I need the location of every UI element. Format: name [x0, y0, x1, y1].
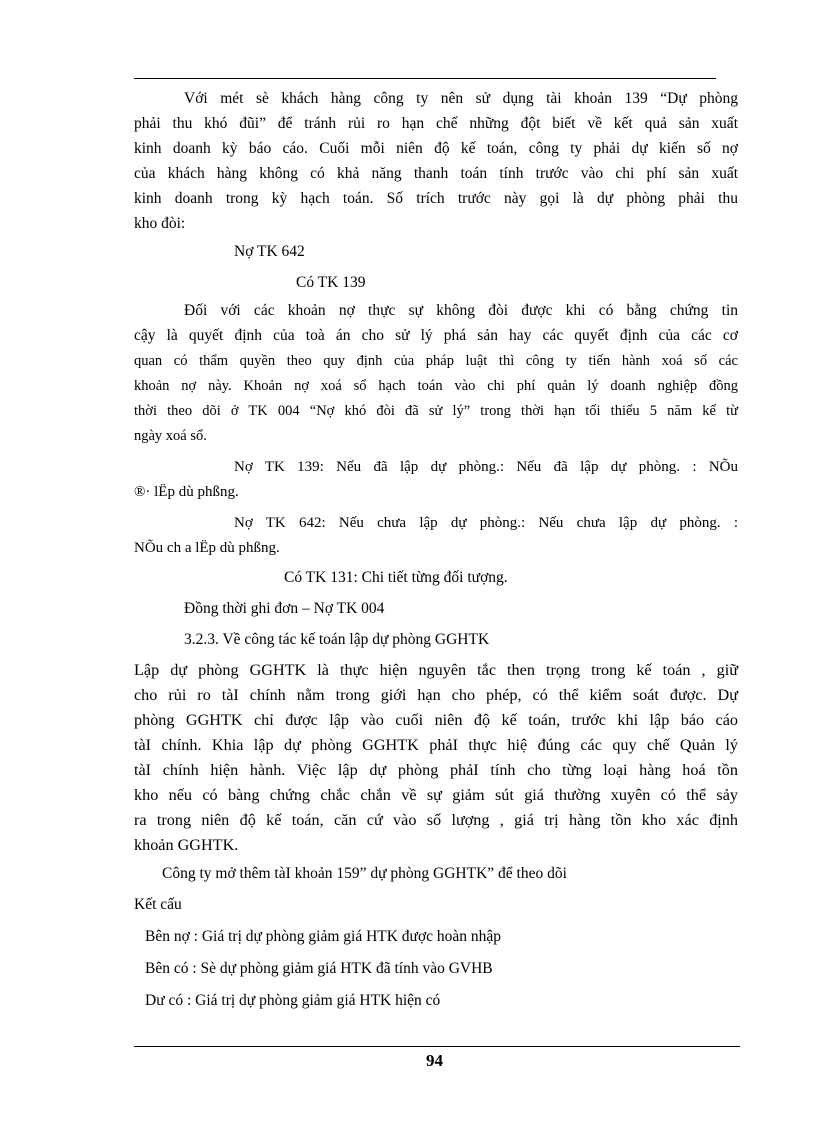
journal-entry-debit-642-cont: NÕu ch a lËp dù phßng.	[134, 540, 280, 556]
header-rule	[134, 78, 716, 79]
text-line: phải thu khó đũi” để tránh rủi ro hạn chế những đột biết về kết quả sản xuất	[134, 115, 738, 132]
credit-side-line: Bên có : Sè dự phòng giảm giá HTK đã tính vào GVHB	[145, 960, 493, 977]
text-line: cậy là quyết định của toà án cho sử lý phá sản hay các quyết định của các cơ	[134, 327, 738, 344]
journal-entry-debit-139: Nợ TK 139: Nếu đã lập dự phòng.: Nếu đã lập dự phòng. : NÕu	[234, 459, 738, 475]
text-line: ra trong niên độ kế toán, căn cứ vào số lượng , giá trị hàng tồn kho xác định	[134, 811, 738, 829]
page-number: 94	[426, 1051, 443, 1070]
text-line: của khách hàng không có khả năng thanh toán tính trước vào chi phí sản xuất	[134, 165, 738, 182]
text-line: kinh doanh trong kỳ hạch toán. Số trích trước này gọi là dự phòng phải thu	[134, 190, 738, 207]
text-line: kinh doanh kỳ báo cáo. Cuối mỗi niên độ kế toán, công ty phải dự kiến số nợ	[134, 140, 738, 157]
text-line: ngày xoá sổ.	[134, 428, 207, 444]
text-line: Lập dự phòng GGHTK là thực hiện nguyên tắc then trọng trong kế toán , giữ	[134, 661, 738, 679]
text-line: phòng GGHTK chỉ được lập vào cuối niên độ kế toán, trước khi lập báo cáo	[134, 711, 738, 729]
debit-side-line: Bên nợ : Giá trị dự phòng giảm giá HTK được hoàn nhập	[145, 928, 502, 945]
journal-entry-memo: Đồng thời ghi đơn – Nợ TK 004	[184, 600, 385, 617]
account-159-note: Công ty mở thêm tàI khoản 159” dự phòng GGHTK” để theo dõi	[162, 865, 567, 882]
structure-label: Kết cấu	[134, 896, 182, 913]
journal-entry-debit-642: Nợ TK 642: Nếu chưa lập dự phòng.: Nếu chưa lập dự phòng. :	[234, 515, 738, 531]
text-line: tàI chính hiện hành. Việc lập dự phòng phảI tính cho từng loại hàng hoá tồn	[134, 761, 738, 779]
journal-entry-credit: Có TK 139	[296, 274, 366, 291]
journal-entry-debit-139-cont: ®· lËp dù phßng.	[134, 484, 239, 500]
text-line: quan có thẩm quyền theo quy định của pháp luật thì công ty tiến hành xoá sổ các	[134, 353, 738, 369]
text-line: khoản nợ này. Khoản nợ xoá sổ hạch toán vào chi phí quản lý doanh nghiệp đồng	[134, 378, 738, 394]
text-line: thời theo dõi ở TK 004 “Nợ khó đòi đã sử lý” trong thời hạn tối thiểu 5 năm kể từ	[134, 403, 738, 419]
journal-entry-debit: Nợ TK 642	[234, 243, 305, 260]
text-line: kho nếu có bàng chứng chắc chắn về sự giảm sút giá thường xuyên có thể sảy	[134, 786, 738, 804]
text-line: khoản GGHTK.	[134, 836, 239, 854]
text-line: Với mét sè khách hàng công ty nên sử dụng tài khoản 139 “Dự phòng	[184, 90, 738, 107]
balance-line: Dư có : Giá trị dự phòng giảm giá HTK hiện có	[145, 992, 441, 1009]
journal-entry-credit-131: Có TK 131: Chi tiết từng đối tượng.	[284, 569, 508, 586]
footer-rule	[134, 1046, 740, 1047]
text-line: cho rủi ro tàI chính nằm trong giới hạn cho phép, có thể kiểm soát được. Dự	[134, 686, 738, 704]
text-line: Đối với các khoản nợ thực sự không đòi được khi có bằng chứng tin	[184, 302, 738, 319]
text-line: tàI chính. Khia lập dự phòng GGHTK phảI thực hiệ đúng các quy chế Quản lý	[134, 736, 738, 754]
section-heading: 3.2.3. Về công tác kế toán lập dự phòng GGHTK	[184, 631, 490, 648]
text-line: kho đòi:	[134, 215, 186, 232]
